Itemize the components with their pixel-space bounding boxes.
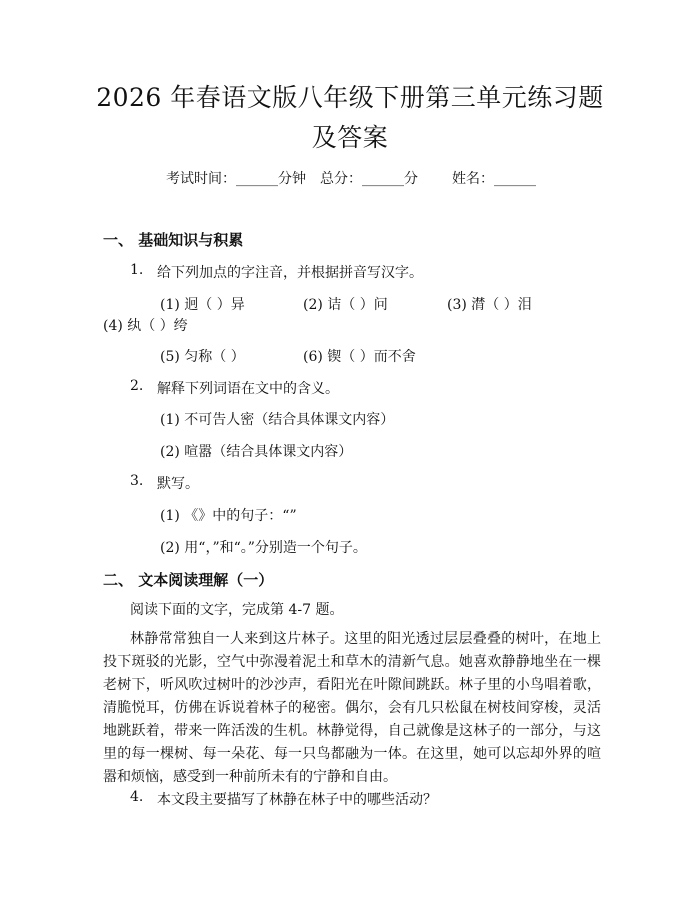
q1-item-6: (6) 锲（ ）而不舍 xyxy=(303,349,416,365)
name-field: 姓名：______ xyxy=(452,171,536,187)
q3-item-1: (1) 《》中的句子：“” xyxy=(160,508,297,524)
section-heading-reading: 二、 文本阅读理解（一） xyxy=(103,571,274,589)
q2-item-2: (2) 喧嚣（结合具体课文内容） xyxy=(160,444,353,460)
q1-item-5: (5) 匀称（ ） xyxy=(160,349,245,365)
section-heading-basic-knowledge: 一、 基础知识与积累 xyxy=(103,231,244,249)
q1-item-4: (4) 纨（ ）绔 xyxy=(103,318,188,334)
q3-item-2: (2) 用“，”和“。”分别造一个句子。 xyxy=(160,540,367,556)
total-score-field: 总分：______分 xyxy=(320,171,418,187)
exam-time-field: 考试时间：______分钟 xyxy=(166,171,306,187)
document-title-line-2: 及答案 xyxy=(311,123,389,152)
question-text-3: 默写。 xyxy=(157,476,199,492)
document-title-line-1: 2026 年春语文版八年级下册第三单元练习题 xyxy=(96,83,604,112)
question-text-2: 解释下列词语在文中的含义。 xyxy=(157,381,339,397)
reading-intro: 阅读下面的文字，完成第 4-7 题。 xyxy=(130,602,344,618)
q2-item-1: (1) 不可告人密（结合具体课文内容） xyxy=(160,412,395,428)
q1-item-2: (2) 诘（ ）问 xyxy=(303,297,388,313)
question-number-2: 2. xyxy=(130,378,144,394)
question-text-4: 本文段主要描写了林静在林子中的哪些活动？ xyxy=(157,792,437,808)
question-number-4: 4. xyxy=(130,789,144,805)
reading-passage: 林静常常独自一人来到这片林子。这里的阳光透过层层叠叠的树叶，在地上投下斑驳的光影，空气中弥漫着泥土和草木的清新气息。她喜欢静静地坐在一棵老树下，听风吹过树叶的沙沙声，看阳光在叶隙间跳跃。林子里的小鸟唱着歌，清脆悦耳，仿佛在诉说着林子的秘密。偶尔，会有几只松鼠在树枝间穿梭，灵活地跳跃着，带来一阵活泼的生机。林静觉得，自己就像是这林子的一部分，与这里的每一棵树、每一朵花、每一只鸟都融为一体。在这里，她可以忘却外界的喧嚣和烦恼，感受到一种前所未有的宁静和自由。 xyxy=(103,631,601,785)
question-number-1: 1. xyxy=(130,262,144,278)
question-text-1: 给下列加点的字注音，并根据拼音写汉字。 xyxy=(157,265,423,281)
question-number-3: 3. xyxy=(130,473,144,489)
q1-item-1: (1) 迥（ ）异 xyxy=(160,297,245,313)
q1-item-3: (3) 潸（ ）泪 xyxy=(447,297,532,313)
